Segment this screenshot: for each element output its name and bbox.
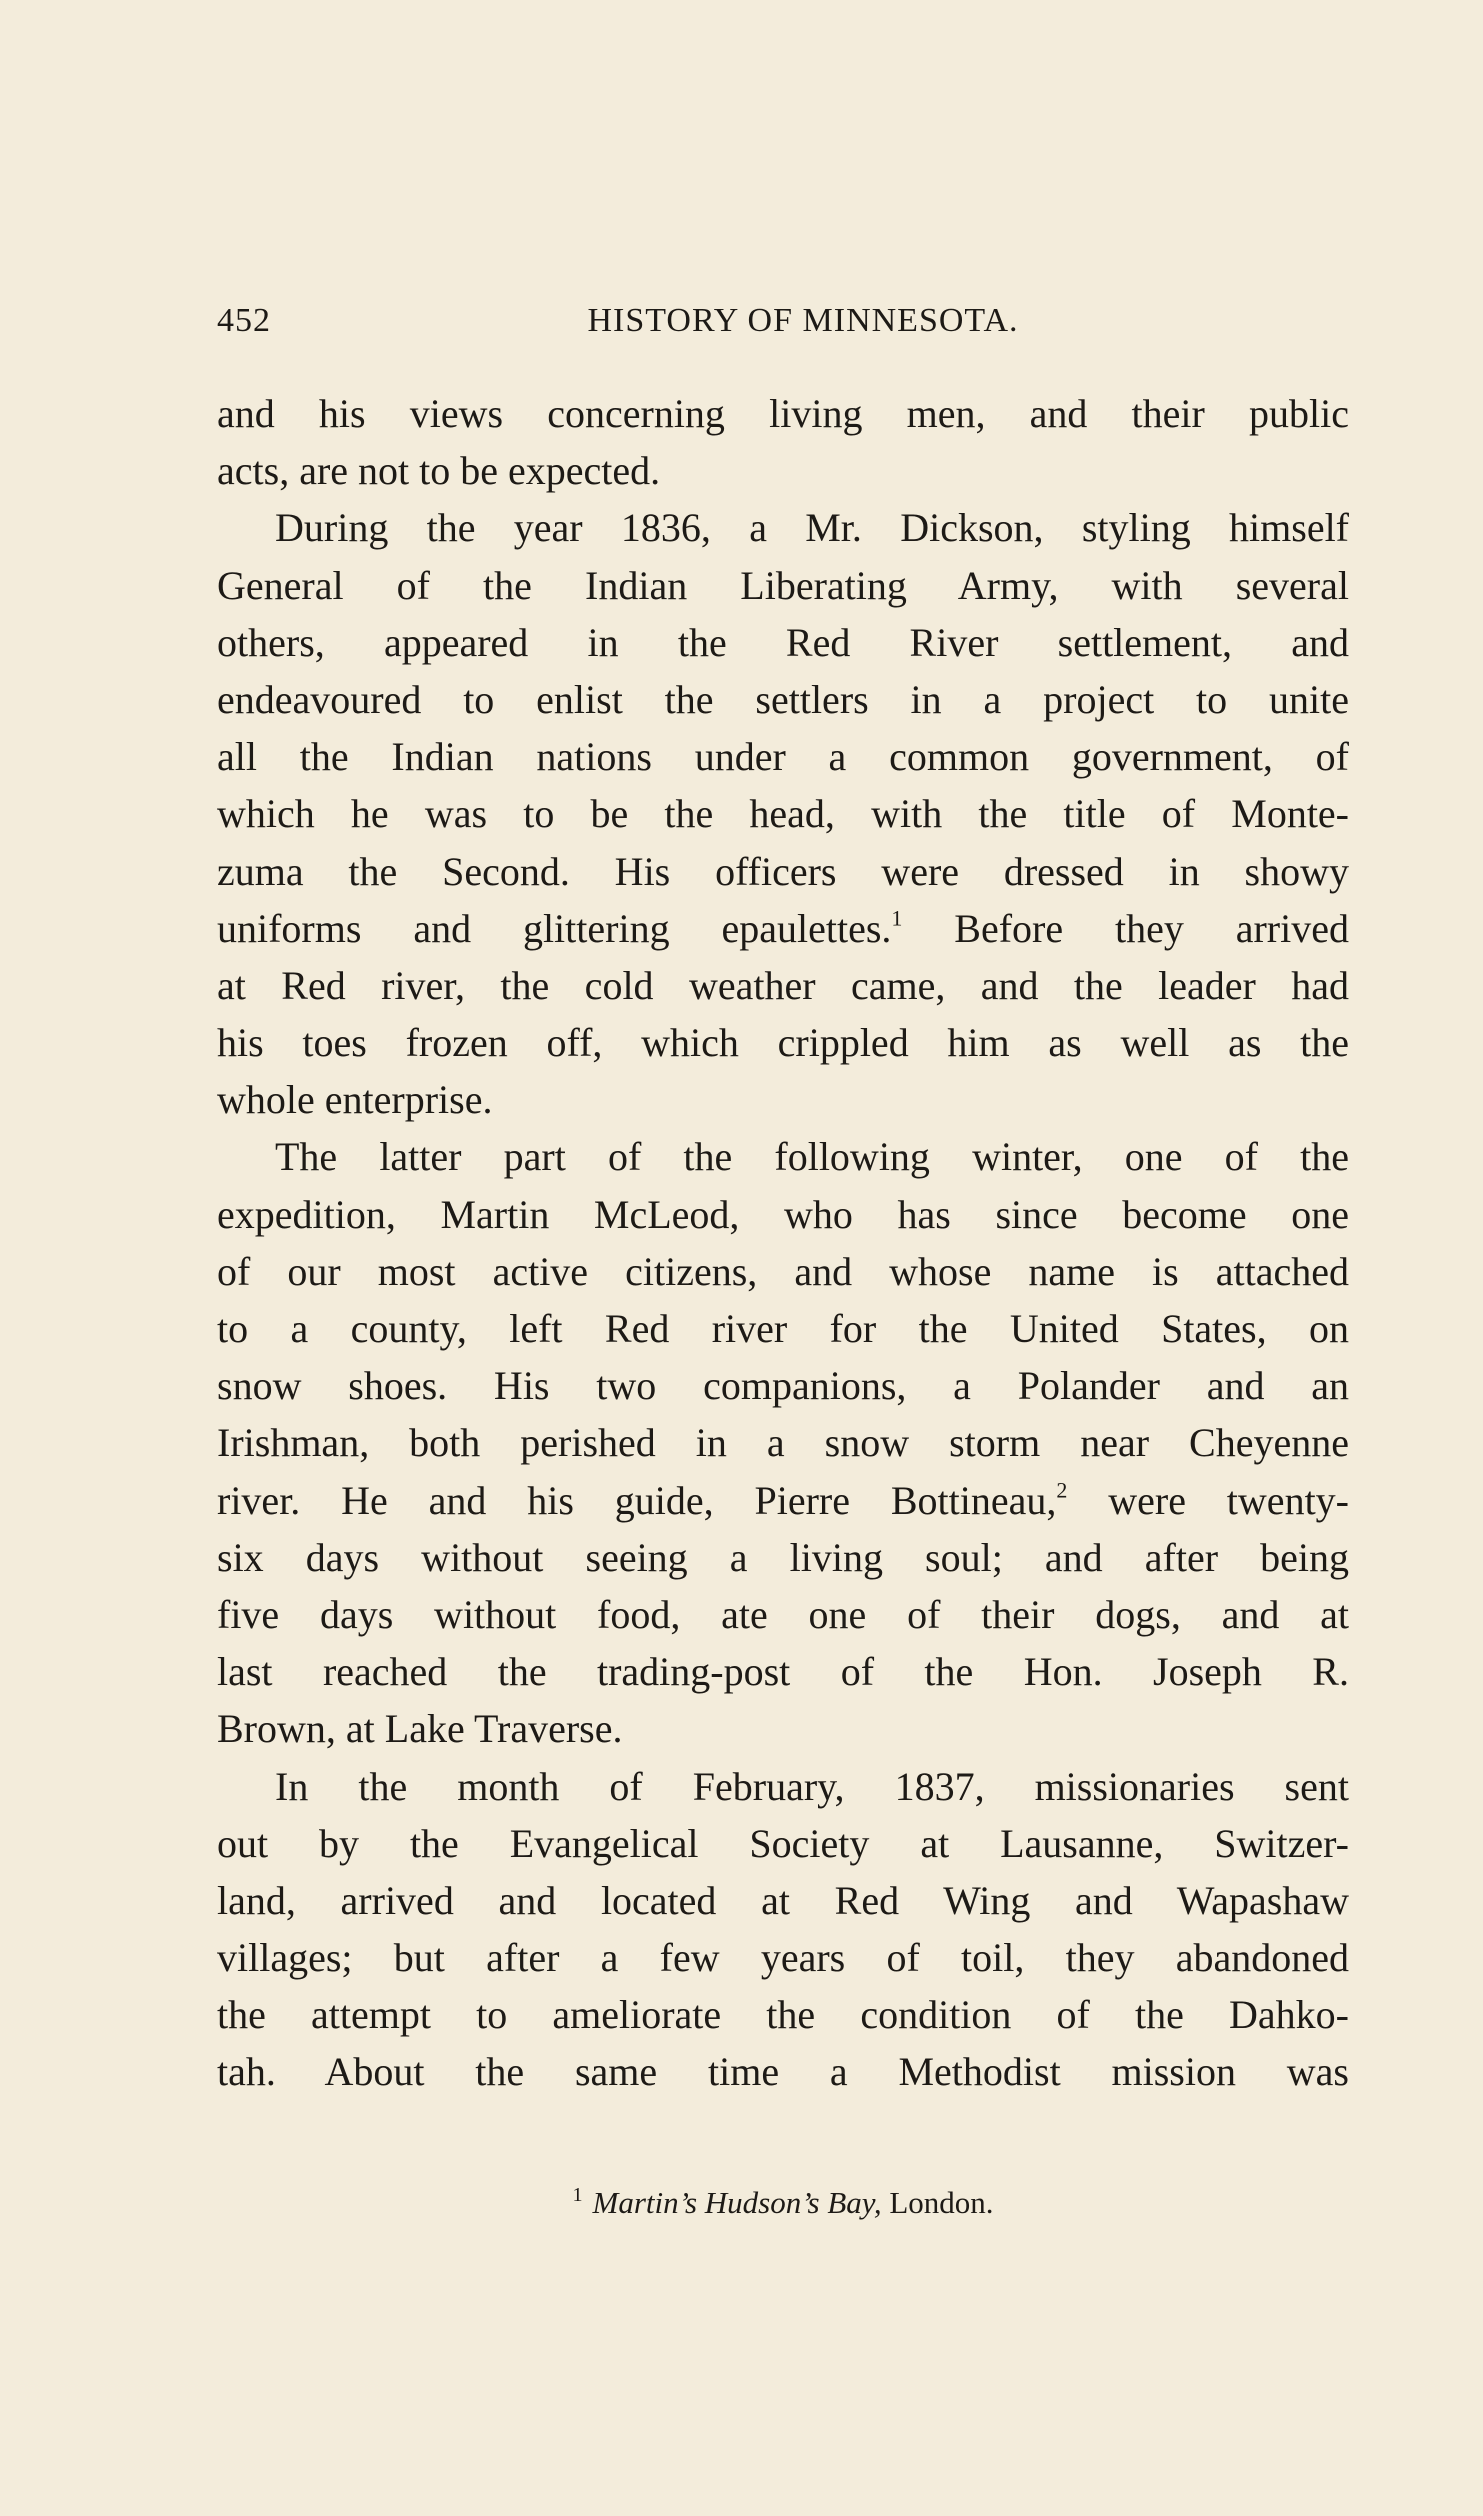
footnote-place: London. [881, 2185, 994, 2220]
text-line: Brown, at Lake Traverse. [217, 1706, 623, 1752]
text-line: five days without food, ate one of their dogs, and at [217, 1591, 1349, 1637]
text-line: all the Indian nations under a common government, of [217, 734, 1349, 780]
text-line: General of the Indian Liberating Army, with several [217, 562, 1349, 608]
page-number: 452 [217, 302, 271, 339]
text-line: out by the Evangelical Society at Lausanne, Switzer- [217, 1820, 1349, 1866]
text-line: river. He and his guide, Pierre Bottineau,$^2$ were twenty- [217, 1477, 1349, 1523]
footnote-ref: 2 [1056, 1477, 1068, 1503]
text-line: six days without seeing a living soul; and after being [217, 1534, 1349, 1580]
text-line: acts, are not to be expected. [217, 448, 661, 494]
text-line: others, appeared in the Red River settlement, and [217, 619, 1349, 665]
text-line: endeavoured to enlist the settlers in a project to unite [217, 676, 1349, 722]
text-line: land, arrived and located at Red Wing and Wapashaw [217, 1877, 1349, 1923]
text-line: his toes frozen off, which crippled him as well as the [217, 1020, 1349, 1066]
footnote [217, 2185, 1349, 2221]
text-line: the attempt to ameliorate the condition of the Dahko- [217, 1992, 1349, 2038]
footnote-citation: Martin’s Hudson’s Bay, [592, 2185, 882, 2220]
text-line: snow shoes. His two companions, a Polander and an [217, 1363, 1349, 1409]
text-line: zuma the Second. His officers were dressed in showy [217, 848, 1349, 894]
text-line: to a county, left Red river for the United States, on [217, 1306, 1349, 1351]
text-line: Irishman, both perished in a snow storm near Cheyenne [217, 1420, 1349, 1466]
text-line: which he was to be the head, with the title of Monte- [217, 791, 1349, 837]
text-line: of our most active citizens, and whose name is attached [217, 1248, 1349, 1294]
footnote-mark: 1 [572, 2183, 583, 2206]
text-line: expedition, Martin McLeod, who has since become one [217, 1191, 1349, 1237]
body-text [217, 385, 1349, 2101]
text-line: and his views concerning living men, and their public [217, 391, 1349, 436]
text-line: at Red river, the cold weather came, and the leader had [217, 962, 1349, 1008]
text-line: During the year 1836, a Mr. Dickson, styling himself [275, 505, 1349, 551]
text-line: villages; but after a few years of toil, they abandoned [217, 1935, 1349, 1981]
footnote-ref: 1 [891, 905, 903, 931]
text-line: uniforms and glittering epaulettes.$^1$ Before they arrived [217, 905, 1349, 951]
text-line: In the month of February, 1837, missionaries sent [275, 1763, 1349, 1809]
text-line: The latter part of the following winter, one of the [275, 1134, 1349, 1180]
running-title: HISTORY OF MINNESOTA. [587, 302, 1019, 339]
running-head [217, 302, 1349, 352]
text-line: tah. About the same time a Methodist mission was [217, 2049, 1349, 2095]
text-line: whole enterprise. [217, 1077, 493, 1123]
text-line: last reached the trading-post of the Hon. Joseph R. [217, 1649, 1349, 1695]
